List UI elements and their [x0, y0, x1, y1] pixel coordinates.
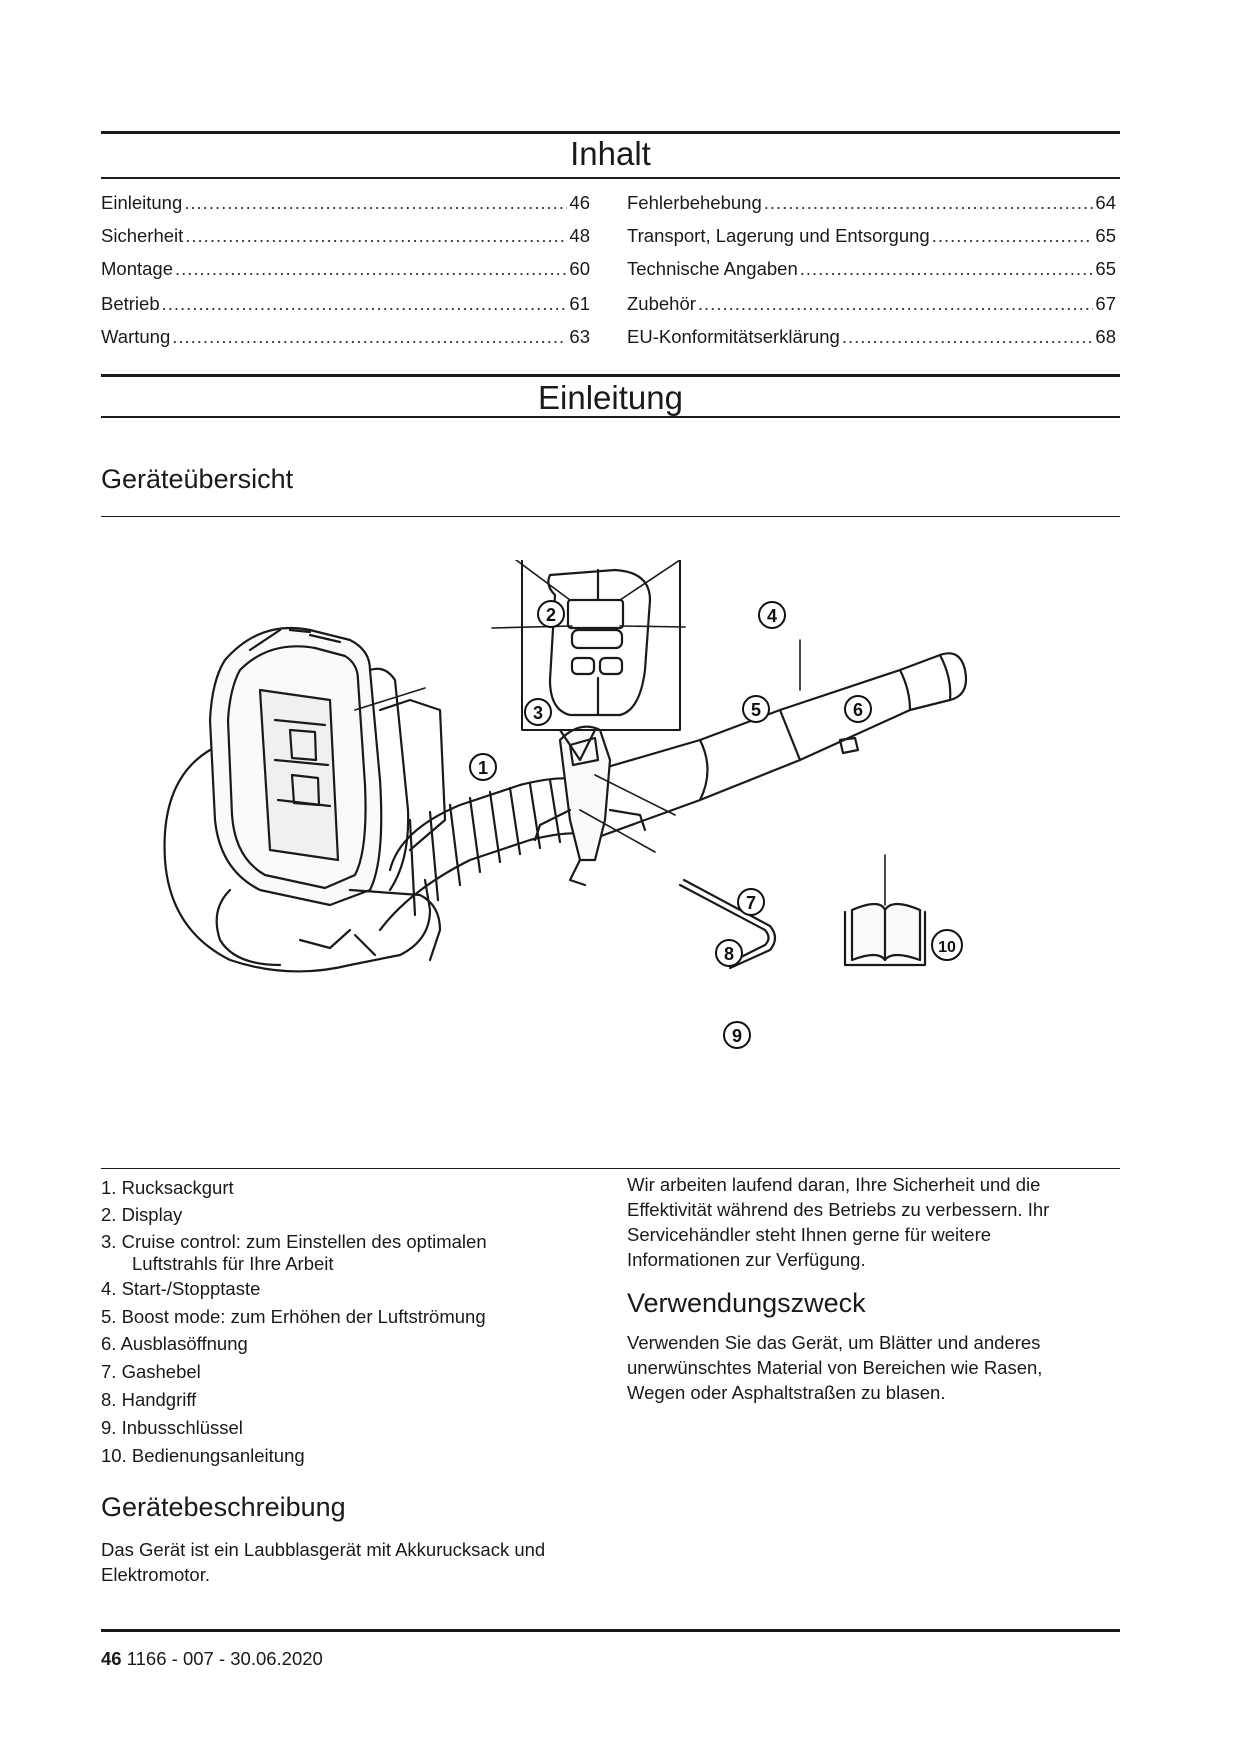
svg-text:8: 8 [723, 944, 735, 964]
callout-7 [738, 889, 764, 915]
callout-1 [470, 754, 496, 780]
toc-entry[interactable]: Sicherheit ..... 48 [101, 225, 590, 249]
intended-use-text: Verwenden Sie das Gerät, um Blätter und anderes unerwünschtes Material von Bereichen wie Rasen, Wegen oder Asphaltstraßen zu blasen. [627, 1332, 1043, 1403]
legend-item: 8. Handgriff [101, 1389, 197, 1410]
description-heading: Gerätebeschreibung [101, 1492, 346, 1522]
toc-bottom-rule [101, 177, 1120, 179]
toc-entry[interactable]: Einleitung ..... 46 [101, 192, 590, 216]
svg-text:2: 2 [545, 605, 557, 625]
toc-entry[interactable]: Betrieb ..... 61 [101, 293, 590, 317]
toc-entry[interactable]: Transport, Lagerung und Entsorgung ..... 65 [627, 225, 1116, 249]
legend-item: 1. Rucksackgurt [101, 1177, 234, 1198]
legend-item: 10. Bedienungsanleitung [101, 1445, 305, 1466]
legend-item: 2. Display [101, 1204, 183, 1225]
intended-use-heading: Verwendungszweck [627, 1288, 866, 1318]
svg-text:5: 5 [750, 700, 762, 720]
legend-item: 7. Gashebel [101, 1361, 201, 1382]
page-number: 46 [101, 1648, 122, 1669]
legend-item: 3. Cruise control: zum Einstellen des optimalen Luftstrahls für Ihre Arbeit [101, 1231, 487, 1274]
figure-callouts [140, 560, 1080, 1100]
svg-text:6: 6 [852, 700, 864, 720]
callout-8 [716, 940, 742, 966]
overview-rule [101, 516, 1120, 517]
callout-3 [525, 699, 551, 725]
svg-text:4: 4 [766, 606, 778, 626]
toc-entry[interactable]: Fehlerbehebung ..... 64 [627, 192, 1116, 216]
svg-text:1: 1 [477, 758, 489, 778]
document-id: 1166 - 007 - 30.06.2020 [126, 1648, 323, 1669]
toc-entry[interactable]: EU-Konformitätserklärung ..... 68 [627, 326, 1116, 350]
legend-item: 4. Start-/Stopptaste [101, 1278, 261, 1299]
callout-10 [932, 930, 962, 960]
callout-6 [845, 696, 871, 722]
callout-5 [743, 696, 769, 722]
component-legend [101, 1177, 571, 1477]
figure-bottom-rule [101, 1168, 1120, 1169]
safety-note: Wir arbeiten laufend daran, Ihre Sicherheit und die Effektivität während des Betriebs zu verbessern. Ihr Servicehändler steht Ihnen gerne für weitere Informationen zur Verfügung. [627, 1174, 1050, 1270]
section-bottom-rule [101, 416, 1120, 418]
legend-item: 6. Ausblasöffnung [101, 1333, 248, 1354]
toc-entry[interactable]: Technische Angaben ..... 65 [627, 258, 1116, 282]
legend-item: 9. Inbusschlüssel [101, 1417, 243, 1438]
page-footer [101, 1648, 323, 1670]
callout-2 [538, 601, 564, 627]
description-text: Das Gerät ist ein Laubblasgerät mit Akkurucksack und Elektromotor. [101, 1539, 546, 1585]
section-title: Einleitung [538, 379, 683, 416]
callout-4 [759, 602, 785, 628]
toc-entry[interactable]: Zubehör ..... 67 [627, 293, 1116, 317]
callout-9 [724, 1022, 750, 1048]
svg-text:7: 7 [745, 893, 757, 913]
legend-item: 5. Boost mode: zum Erhöhen der Luftströmung [101, 1306, 486, 1327]
toc-title: Inhalt [570, 135, 651, 172]
toc-entry[interactable]: Wartung ..... 63 [101, 326, 590, 350]
footer-rule [101, 1629, 1120, 1632]
section-top-rule [101, 374, 1120, 377]
overview-heading: Geräteübersicht [101, 464, 294, 494]
svg-text:10: 10 [938, 939, 956, 956]
svg-text:9: 9 [731, 1026, 743, 1046]
toc-entry[interactable]: Montage ..... 60 [101, 258, 590, 282]
svg-text:3: 3 [532, 703, 544, 723]
